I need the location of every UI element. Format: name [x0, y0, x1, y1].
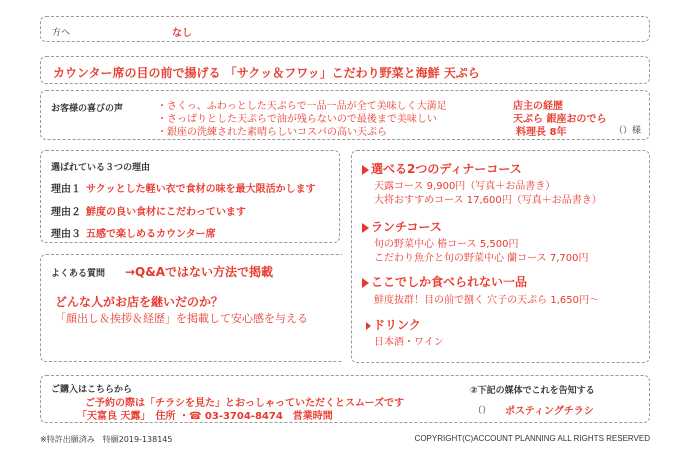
dinner-title-text: 選べる2つのディナーコース: [371, 162, 522, 176]
reason-text: 五感で楽しめるカウンター席: [86, 229, 216, 240]
special-title: [362, 273, 527, 290]
media-value: ポスティングチラシ: [505, 406, 594, 417]
drink-title: [366, 316, 421, 333]
voices-label: お客様の喜びの声: [51, 104, 124, 114]
dinner-item: 大将おすすめコース 17,600円（写真＋お品書き）: [374, 195, 602, 206]
triangle-icon: [362, 278, 369, 288]
reasons-box: [40, 150, 340, 243]
media-paren: （）: [473, 406, 492, 416]
media-label: ②下記の媒体でこれを告知する: [470, 386, 595, 396]
courses-box: [351, 150, 650, 363]
lunch-item: 旬の野菜中心 椿コース 5,500円: [374, 239, 519, 250]
reason-number: 理由１: [51, 184, 81, 195]
reason-number: 理由３: [51, 229, 81, 240]
owner-title: 料理長 8年: [516, 127, 567, 138]
reason-text: 鮮度の良い食材にこだわっています: [86, 207, 246, 218]
faq-question: どんな人がお店を継いだのか？: [55, 295, 224, 309]
reason-text: サクッとした軽い衣で食材の味を最大限活かします: [86, 184, 316, 195]
triangle-icon: [366, 322, 371, 330]
purchase-box: [40, 375, 650, 423]
special-title-text: ここでしか食べられない一品: [371, 275, 528, 289]
headline: カウンター席の目の前で揚げる 「サクッ＆フワッ」こだわり野菜と海鮮 天ぷら: [53, 66, 480, 80]
owner-name: （）様: [614, 126, 642, 136]
voice-item: ・さっぱりとした天ぷらで油が残らないので最後まで美味しい: [157, 114, 437, 125]
target-box: [40, 16, 650, 42]
voice-item: ・さくっ、ふわっとした天ぷらで一品一品が全て美味しく大満足: [157, 101, 447, 112]
drink-title-text: ドリンク: [373, 318, 421, 332]
owner-shop: 天ぷら 銀座おのでら: [513, 114, 607, 125]
headline-box: [40, 56, 650, 84]
purchase-line2: 「天富良 天露」 住所 ・☎ 03-3704-8474 営業時間: [77, 411, 333, 422]
target-value: なし: [172, 28, 192, 39]
reasons-label: 選ばれている３つの理由: [51, 163, 151, 173]
copyright: COPYRIGHT(C)ACCOUNT PLANNING ALL RIGHTS RESERVED: [414, 434, 650, 443]
dinner-title: [362, 160, 522, 177]
patent-note: ※特許出願済み 特願2019-138145: [40, 435, 173, 444]
lunch-title-text: ランチコース: [371, 220, 442, 234]
faq-answer: 「顔出し＆挨拶＆経歴」を掲載して安心感を与える: [55, 312, 308, 325]
drink-item: 日本酒・ワイン: [374, 337, 444, 348]
faq-label: よくある質問: [51, 269, 106, 279]
owner-label: 店主の経歴: [513, 101, 563, 112]
triangle-icon: [362, 165, 369, 175]
special-item: 鮮度抜群！目の前で捌く 穴子の天ぷら 1,650円〜: [374, 295, 599, 306]
faq-box: [40, 254, 342, 362]
voice-item: ・銀座の洗練された素晴らしいコスパの高い天ぷら: [157, 127, 387, 138]
reason-number: 理由２: [51, 207, 81, 218]
voices-box: [40, 90, 650, 140]
purchase-label: ご購入はこちらから: [51, 385, 133, 395]
lunch-title: [362, 218, 442, 235]
faq-note: →Q&Aではない方法で掲載: [125, 265, 274, 279]
purchase-line1: ご予約の際は「チラシを見た」とおっしゃっていただくとスムーズです: [85, 398, 404, 409]
triangle-icon: [362, 223, 369, 233]
dinner-item: 天露コース 9,900円（写真＋お品書き）: [374, 181, 556, 192]
lunch-item: こだわり魚介と旬の野菜中心 蘭コース 7,700円: [374, 253, 589, 264]
target-label: 方へ: [52, 28, 71, 38]
